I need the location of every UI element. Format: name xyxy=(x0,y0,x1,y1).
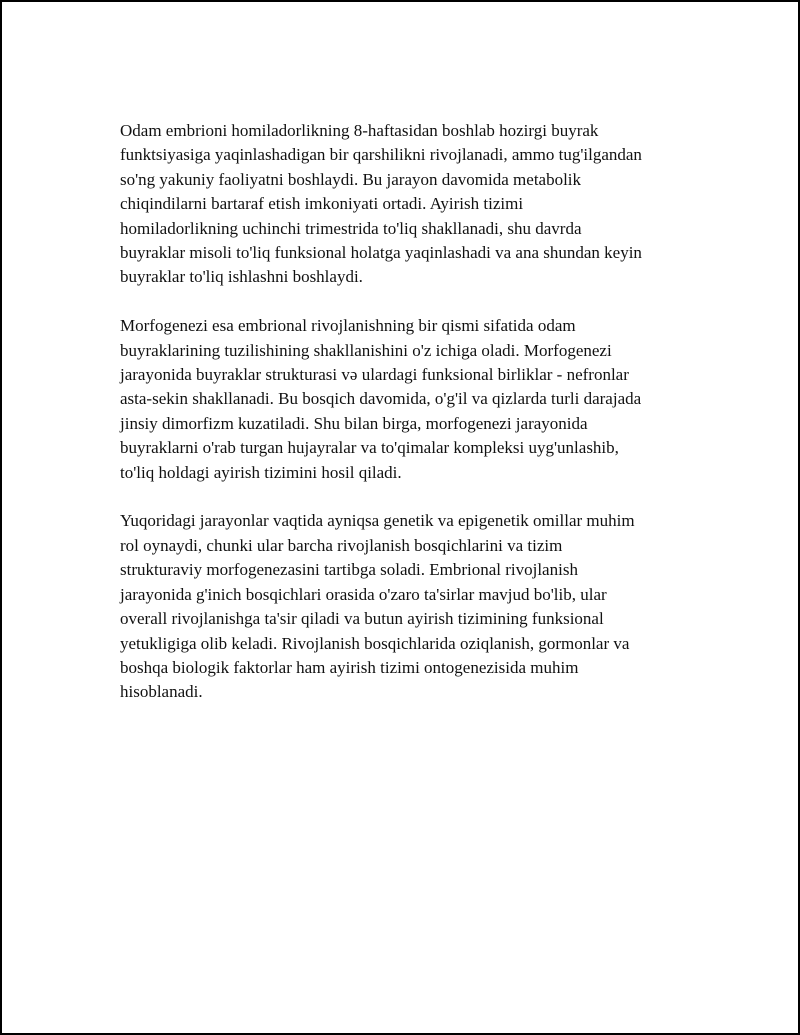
document-body xyxy=(120,119,692,729)
paragraph-3: Yuqoridagi jarayonlar vaqtida ayniqsa genetik va epigenetik omillar muhim rol oynaydi, chunki ular barcha rivojlanish bosqichlarini va tizim strukturaviy morfogenezasini tartibga soladi. Embrional rivojlanish jarayonida g'inich bosqichlari orasida o'zaro ta'sirlar mavjud bo'lib, ular overall rivojlanishga ta'sir qiladi va butun ayirish tizimining funksional yetukligiga olib keladi. Rivojlanish bosqichlarida oziqlanish, gormonlar va boshqa biologik faktorlar ham ayirish tizimi ontogenezisida muhim hisoblanadi. xyxy=(120,511,635,702)
paragraph-2: Morfogenezi esa embrional rivojlanishning bir qismi sifatida odam buyraklarining tuzilishining shakllanishini o'z ichiga oladi. Morfogenezi jarayonida buyraklar strukturasi və ulardagi funksional birliklar - nefronlar asta-sekin shakllanadi. Bu bosqich davomida, o'g'il va qizlarda turli darajada jinsiy dimorfizm kuzatiladi. Shu bilan birga, morfogenezi jarayonida buyraklarni o'rab turgan hujayralar va to'qimalar kompleksi uyg'unlashib, to'liq holdagi ayirish tizimini hosil qiladi. xyxy=(120,316,642,482)
paragraph-1: Odam embrioni homiladorlikning 8-haftasidan boshlab hozirgi buyrak funktsiyasiga yaqinlashadigan bir qarshilikni rivojlanadi, ammo tug'ilgandan so'ng yakuniy faoliyatni boshlaydi. Bu jarayon davomida metabolik chiqindilarni bartaraf etish imkoniyati ortadi. Ayirish tizimi homiladorlikning uchinchi trimestrida to'liq shakllanadi, shu davrda buyraklar misoli to'liq funksional holatga yaqinlashadi va ana shundan keyin buyraklar to'liq ishlashni boshlaydi. xyxy=(120,121,642,287)
